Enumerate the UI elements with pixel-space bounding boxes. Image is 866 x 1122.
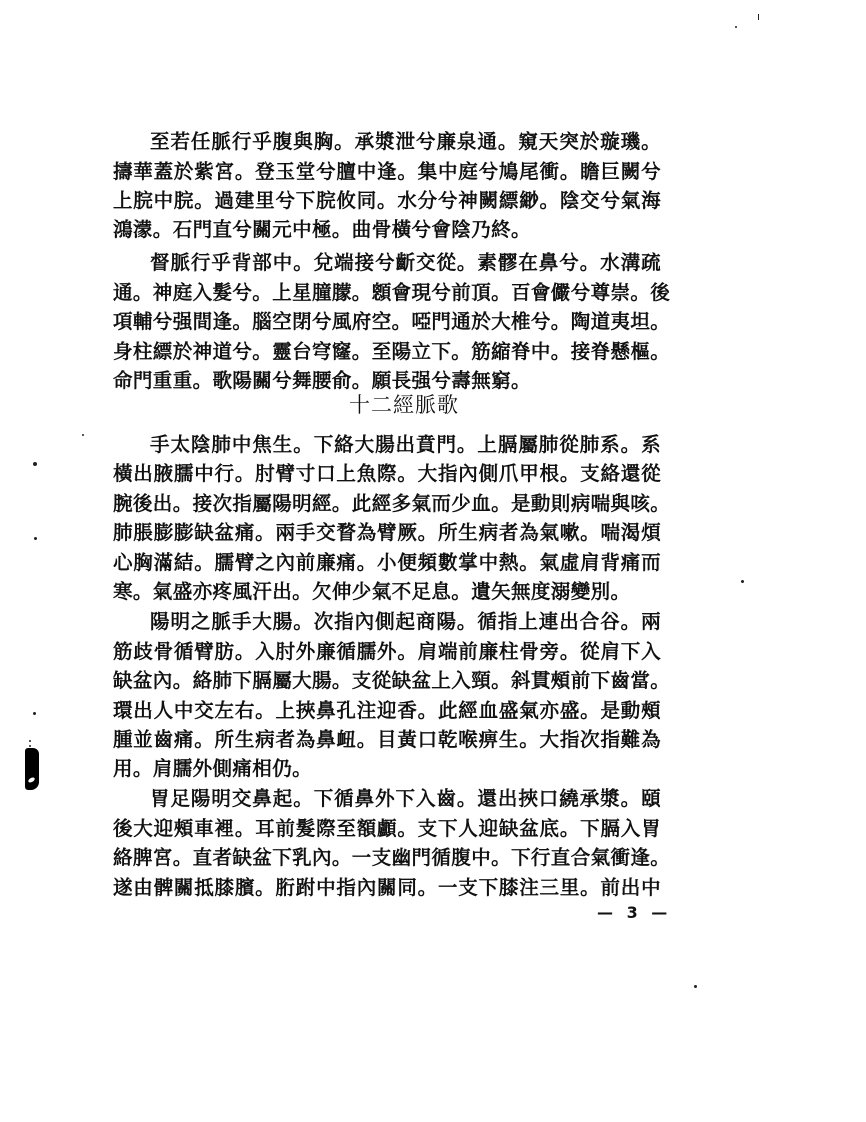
text-line: 遂由髀關抵膝臏。胻跗中指內關同。一支下膝注三里。前出中 [113, 876, 661, 899]
text-line: 後大迎頰車裡。耳前髮際至額顱。支下人迎缺盆底。下膈入胃 [113, 817, 661, 840]
scan-speck [735, 26, 737, 28]
scan-smudge [25, 748, 39, 790]
scan-speck [741, 580, 744, 583]
heading-text: 十二經脈歌 [349, 393, 459, 417]
text-line: 鴻濛。石門直兮關元中極。曲骨橫兮會陰乃終。 [113, 218, 531, 241]
text-line: 擣華蓋於紫宮。登玉堂兮膻中逢。集中庭兮鳩尾衝。瞻巨闕兮 [113, 160, 661, 183]
text-line: 缺盆內。絡肺下膈屬大腸。支從缺盆上入頸。斜貫頰前下齒當。 [113, 669, 671, 692]
text-line: 環出人中交左右。上挾鼻孔注迎香。此經血盛氣亦盛。是動頰 [113, 699, 661, 722]
text-line: 寒。氣盛亦疼風汗出。欠伸少氣不足息。遺矢無度溺變別。 [113, 580, 631, 603]
scan-speck [29, 740, 31, 742]
text-line: 肺脹膨膨缺盆痛。兩手交瞀為臂厥。所生病者為氣嗽。喘渴煩 [113, 521, 661, 544]
text-line: 橫出腋臑中行。肘臂寸口上魚際。大指內側爪甲根。支絡還從 [113, 462, 661, 485]
scan-speck [694, 985, 697, 988]
text-line: 身柱縹於神道兮。靈台穹窿。至陽立下。筋縮脊中。接脊懸樞。 [113, 340, 671, 363]
text-line: 通。神庭入髮兮。上星朣朦。顖會現兮前頂。百會儼兮尊崇。後 [113, 281, 671, 304]
text-line: 用。肩臑外側痛相仍。 [113, 757, 313, 780]
scan-speck [82, 434, 84, 436]
text-line: 命門重重。歌陽關兮舞腰俞。願長强兮壽無窮。 [113, 369, 531, 392]
text-line: 上脘中脘。過建里兮下脘攸同。水分兮神闕縹緲。陰交兮氣海 [113, 189, 661, 212]
scan-speck [33, 462, 37, 466]
text-line: 腫並齒痛。所生病者為鼻衄。目黃口乾喉痹生。大指次指難為 [113, 728, 661, 751]
text-line: 心胸滿結。臑臂之內前廉痛。小便頻數掌中熱。氣虛肩背痛而 [113, 551, 661, 574]
text-line: 筋歧骨循臂肪。入肘外廉循臑外。肩端前廉柱骨旁。從肩下入 [113, 640, 661, 663]
text-line: 至若任脈行乎腹與胸。承漿泄兮廉泉通。窺天突於璇璣。 [150, 130, 661, 153]
text-line: 手太陰肺中焦生。下絡大腸出賁門。上膈屬肺從肺系。系 [150, 433, 661, 456]
page-number: — 3 — [597, 903, 672, 922]
scan-speck [758, 14, 759, 20]
text-line: 項輔兮强間逢。腦空閉兮風府空。啞門通於大椎兮。陶道夷坦。 [113, 310, 671, 333]
text-line: 腕後出。接次指屬陽明經。此經多氣而少血。是動則病喘與咳。 [113, 492, 671, 515]
text-line: 絡脾宮。直者缺盆下乳內。一支幽門循腹中。下行直合氣衝逢。 [113, 846, 671, 869]
section-heading [0, 390, 866, 420]
text-line: 胃足陽明交鼻起。下循鼻外下入齒。還出挾口繞承漿。頤 [150, 787, 661, 810]
text-line: 陽明之脈手大腸。次指內側起商陽。循指上連出合谷。兩 [150, 610, 661, 633]
scan-speck [29, 745, 31, 747]
scan-speck [34, 537, 37, 540]
text-line: 督脈行乎背部中。兌端接兮齗交從。素髎在鼻兮。水溝疏 [150, 251, 661, 274]
scan-speck [33, 712, 36, 715]
